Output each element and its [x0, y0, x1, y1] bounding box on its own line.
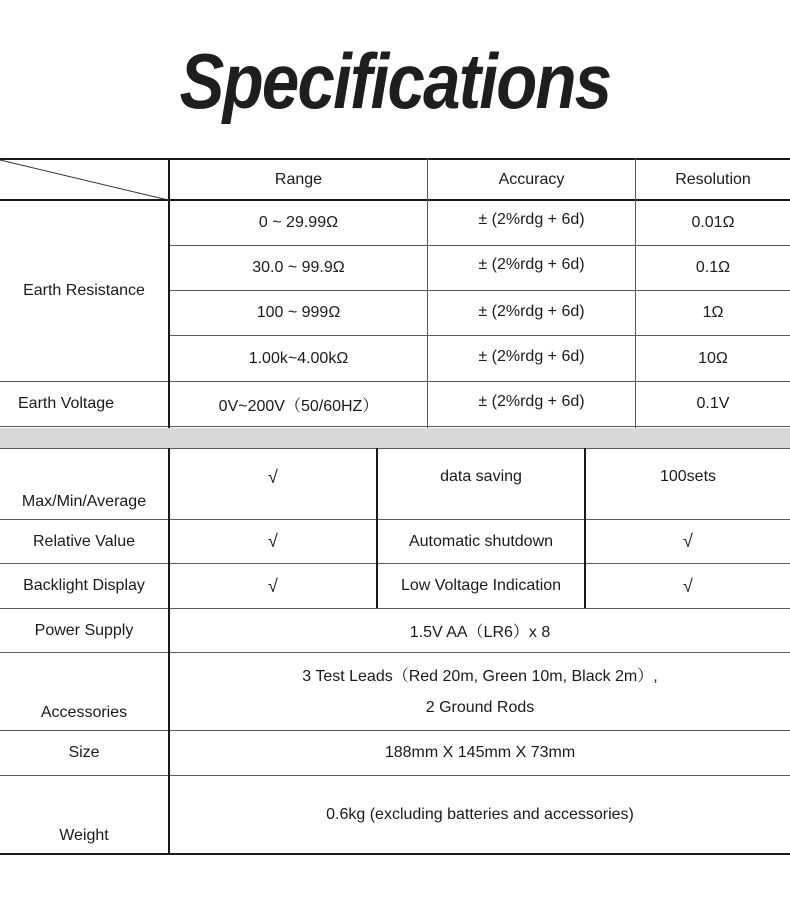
earth-voltage-label: Earth Voltage — [18, 395, 115, 412]
feature-value-low-voltage-indication: √ — [683, 575, 693, 596]
voltage-accuracy: ± (2%rdg + 6d) — [478, 393, 585, 410]
table-bottom-border — [0, 853, 790, 855]
feature-label-data-saving: data saving — [440, 468, 522, 485]
feature-value-max-min-average: √ — [268, 466, 278, 487]
resistance-range-4: 1.00k~4.00kΩ — [248, 349, 349, 367]
voltage-resolution: 0.1V — [696, 395, 730, 412]
feature-value-backlight-display: √ — [268, 575, 278, 596]
section-separator — [0, 428, 790, 448]
feature-label-low-voltage-indication: Low Voltage Indication — [400, 577, 562, 594]
weight-label: Weight — [59, 827, 109, 844]
accessories-line-2: 2 Ground Rods — [425, 698, 535, 716]
page-title: Specifications — [179, 37, 611, 125]
header-diagonal — [0, 159, 169, 201]
size-value: 188mm X 145mm X 73mm — [384, 744, 576, 761]
weight-value: 0.6kg (excluding batteries and accessories) — [326, 805, 634, 823]
resistance-resolution-2: 0.1Ω — [695, 259, 731, 276]
feature-label-backlight-display: Backlight Display — [23, 577, 145, 594]
header-accuracy: Accuracy — [498, 170, 565, 188]
feature-value-data-saving: 100sets — [659, 468, 717, 485]
feature-value-relative-value: √ — [268, 531, 278, 551]
feature-label-automatic-shutdown: Automatic shutdown — [408, 532, 554, 550]
resistance-accuracy-3: ± (2%rdg + 6d) — [478, 303, 585, 320]
accessories-value — [170, 653, 790, 730]
feature-value-automatic-shutdown: √ — [683, 531, 693, 551]
voltage-range: 0V~200V（50/60HZ） — [218, 397, 379, 415]
header-range: Range — [274, 170, 323, 188]
resistance-range-2: 30.0 ~ 99.9Ω — [252, 259, 345, 276]
earth-resistance-label: Earth Resistance — [23, 282, 145, 299]
resistance-resolution-4: 10Ω — [698, 349, 728, 367]
header-resolution: Resolution — [675, 170, 751, 188]
feature-label-max-min-average: Max/Min/Average — [21, 493, 147, 510]
size-label: Size — [68, 744, 100, 761]
resistance-range-1: 0 ~ 29.99Ω — [258, 214, 339, 231]
power-supply-value: 1.5V AA（LR6）x 8 — [409, 624, 551, 641]
resistance-accuracy-1: ± (2%rdg + 6d) — [478, 211, 585, 228]
accessories-label: Accessories — [40, 704, 128, 721]
resistance-accuracy-4: ± (2%rdg + 6d) — [478, 347, 585, 365]
resistance-accuracy-2: ± (2%rdg + 6d) — [478, 256, 585, 273]
accessories-line-1: 3 Test Leads（Red 20m, Green 10m, Black 2m）, — [302, 667, 658, 685]
resistance-range-3: 100 ~ 999Ω — [256, 304, 341, 321]
power-supply-label: Power Supply — [34, 621, 134, 639]
feature-label-relative-value: Relative Value — [33, 532, 135, 550]
resistance-resolution-1: 0.01Ω — [691, 214, 735, 231]
resistance-resolution-3: 1Ω — [702, 304, 724, 321]
